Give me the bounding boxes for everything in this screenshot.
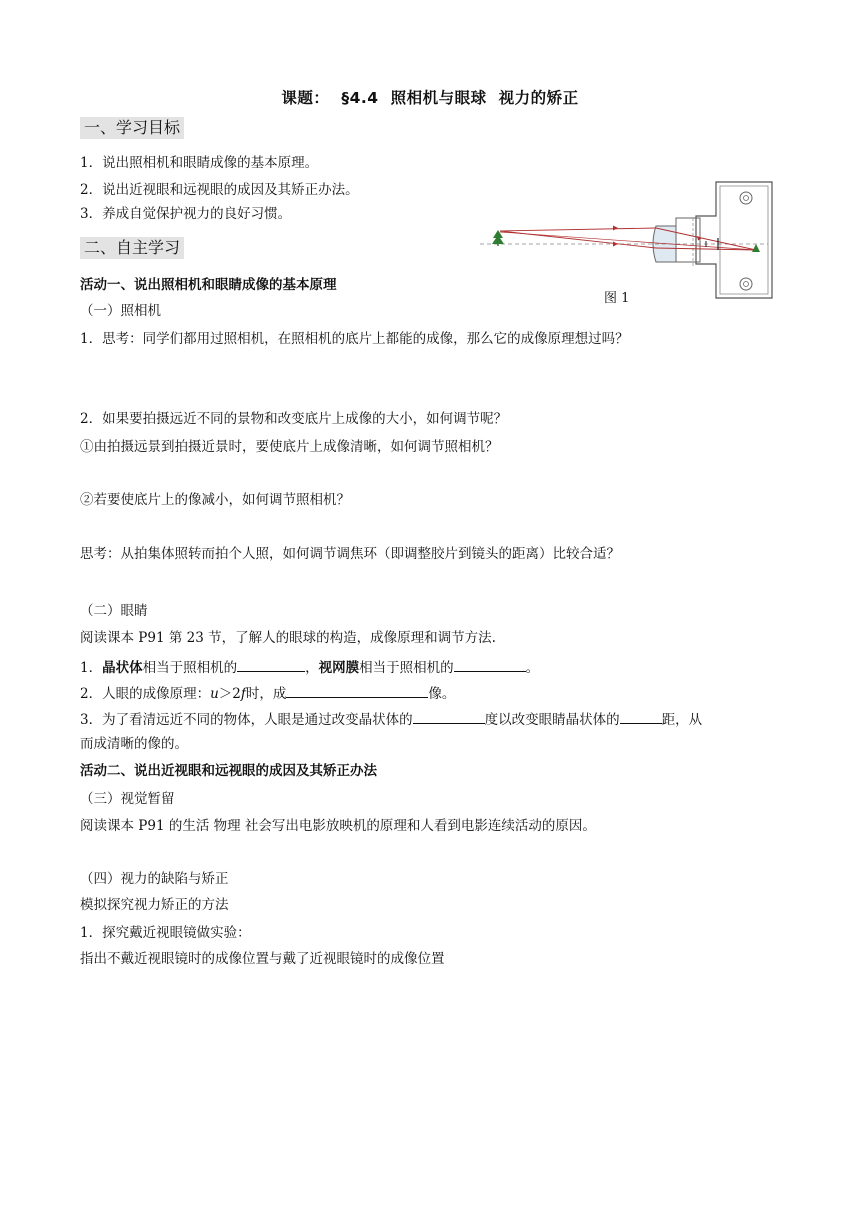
camera-think: 思考：从拍集体照转而拍个人照，如何调节调焦环（即调整胶片到镜头的距离）比较合适？ [80,546,620,562]
eye-q1-text-a: 相当于照相机的 [142,660,238,676]
term-retina: 视网膜 [318,660,360,676]
camera-question-2a: ①由拍摄远景到拍摄近景时，要使底片上成像清晰，如何调节照相机？ [80,439,499,455]
activity-1-title: 活动一、说出照相机和眼睛成像的基本原理 [80,277,337,293]
defects-subheading: 模拟探究视力矫正的方法 [80,897,229,913]
figure-1-camera-diagram [478,176,778,304]
eye-reading-instruction: 阅读课本 P91 第 23 节，了解人的眼球的构造，成像原理和调节方法. [80,630,496,646]
symbol-u: u [210,686,219,702]
section-heading-objectives: 一、学习目标 [80,117,184,139]
persistence-text: 阅读课本 P91 的生活 物理 社会写出电影放映机的原理和人看到电影连续活动的原因。 [80,818,596,834]
defects-question-1: 1．探究戴近视眼镜做实验： [80,925,251,941]
camera-heading: （一）照相机 [80,303,161,319]
eye-q2-gt: ＞2 [218,686,241,702]
answer-blank-2[interactable] [454,657,526,672]
eye-question-3-cont: 而成清晰的像的。 [80,736,188,752]
title-topic-2: 视力的矫正 [498,89,579,107]
activity-2-title: 活动二、说出近视眼和远视眼的成因及其矫正办法 [80,763,377,779]
defects-heading: （四）视力的缺陷与矫正 [80,871,229,887]
answer-blank-1[interactable] [237,657,305,672]
title-section: §4.4 [341,89,379,107]
title-topic-1: 照相机与眼球 [390,89,487,107]
eye-q2-text-a: 2．人眼的成像原理： [80,686,211,702]
term-lens: 晶状体 [102,660,143,676]
eye-q3-text-b: 度以改变眼睛晶状体的 [484,712,620,728]
eye-q2-text-c: 像。 [428,686,456,702]
camera-question-1: 1．思考：同学们都用过照相机，在照相机的底片上都能的成像，那么它的成像原理想过吗？ [80,331,629,347]
eye-q3-text-c: 距，从 [661,712,703,728]
eye-q1-period: 。 [525,660,540,676]
objective-item-3: 3．养成自觉保护视力的良好习惯。 [80,206,292,222]
objective-item-2: 2．说出近视眼和远视眼的成因及其矫正办法。 [80,182,359,198]
eye-q2-text-b: 时，成 [245,686,287,702]
eye-question-2 [80,683,455,703]
title-prefix: 课题： [281,89,330,107]
eye-heading: （二）眼睛 [80,603,148,619]
eye-q1-text-b: 相当于照相机的 [359,660,454,676]
section-heading-self-study: 二、自主学习 [80,237,184,259]
eye-q1-comma: ， [305,660,319,676]
camera-question-2: 2．如果要拍摄远近不同的景物和改变底片上成像的大小，如何调节呢？ [80,411,508,427]
answer-blank-5[interactable] [620,709,662,724]
objective-item-1: 1．说出照相机和眼睛成像的基本原理。 [80,155,319,171]
answer-blank-4[interactable] [413,709,485,724]
defects-question-1a: 指出不戴近视眼镜时的成像位置与戴了近视眼镜时的成像位置 [80,951,445,967]
answer-blank-3[interactable] [286,683,428,698]
symbol-f: f [240,686,246,702]
camera-question-2b: ②若要使底片上的像减小，如何调节照相机？ [80,492,350,508]
eye-q3-text-a: 3．为了看清远近不同的物体，人眼是通过改变晶状体的 [80,712,413,728]
persistence-heading: （三）视觉暂留 [80,791,175,807]
eye-q1-number: 1． [80,660,103,676]
figure-1-caption: 图 1 [604,291,630,306]
page-title [0,86,860,108]
eye-question-3 [80,709,702,729]
eye-question-1 [80,657,539,677]
